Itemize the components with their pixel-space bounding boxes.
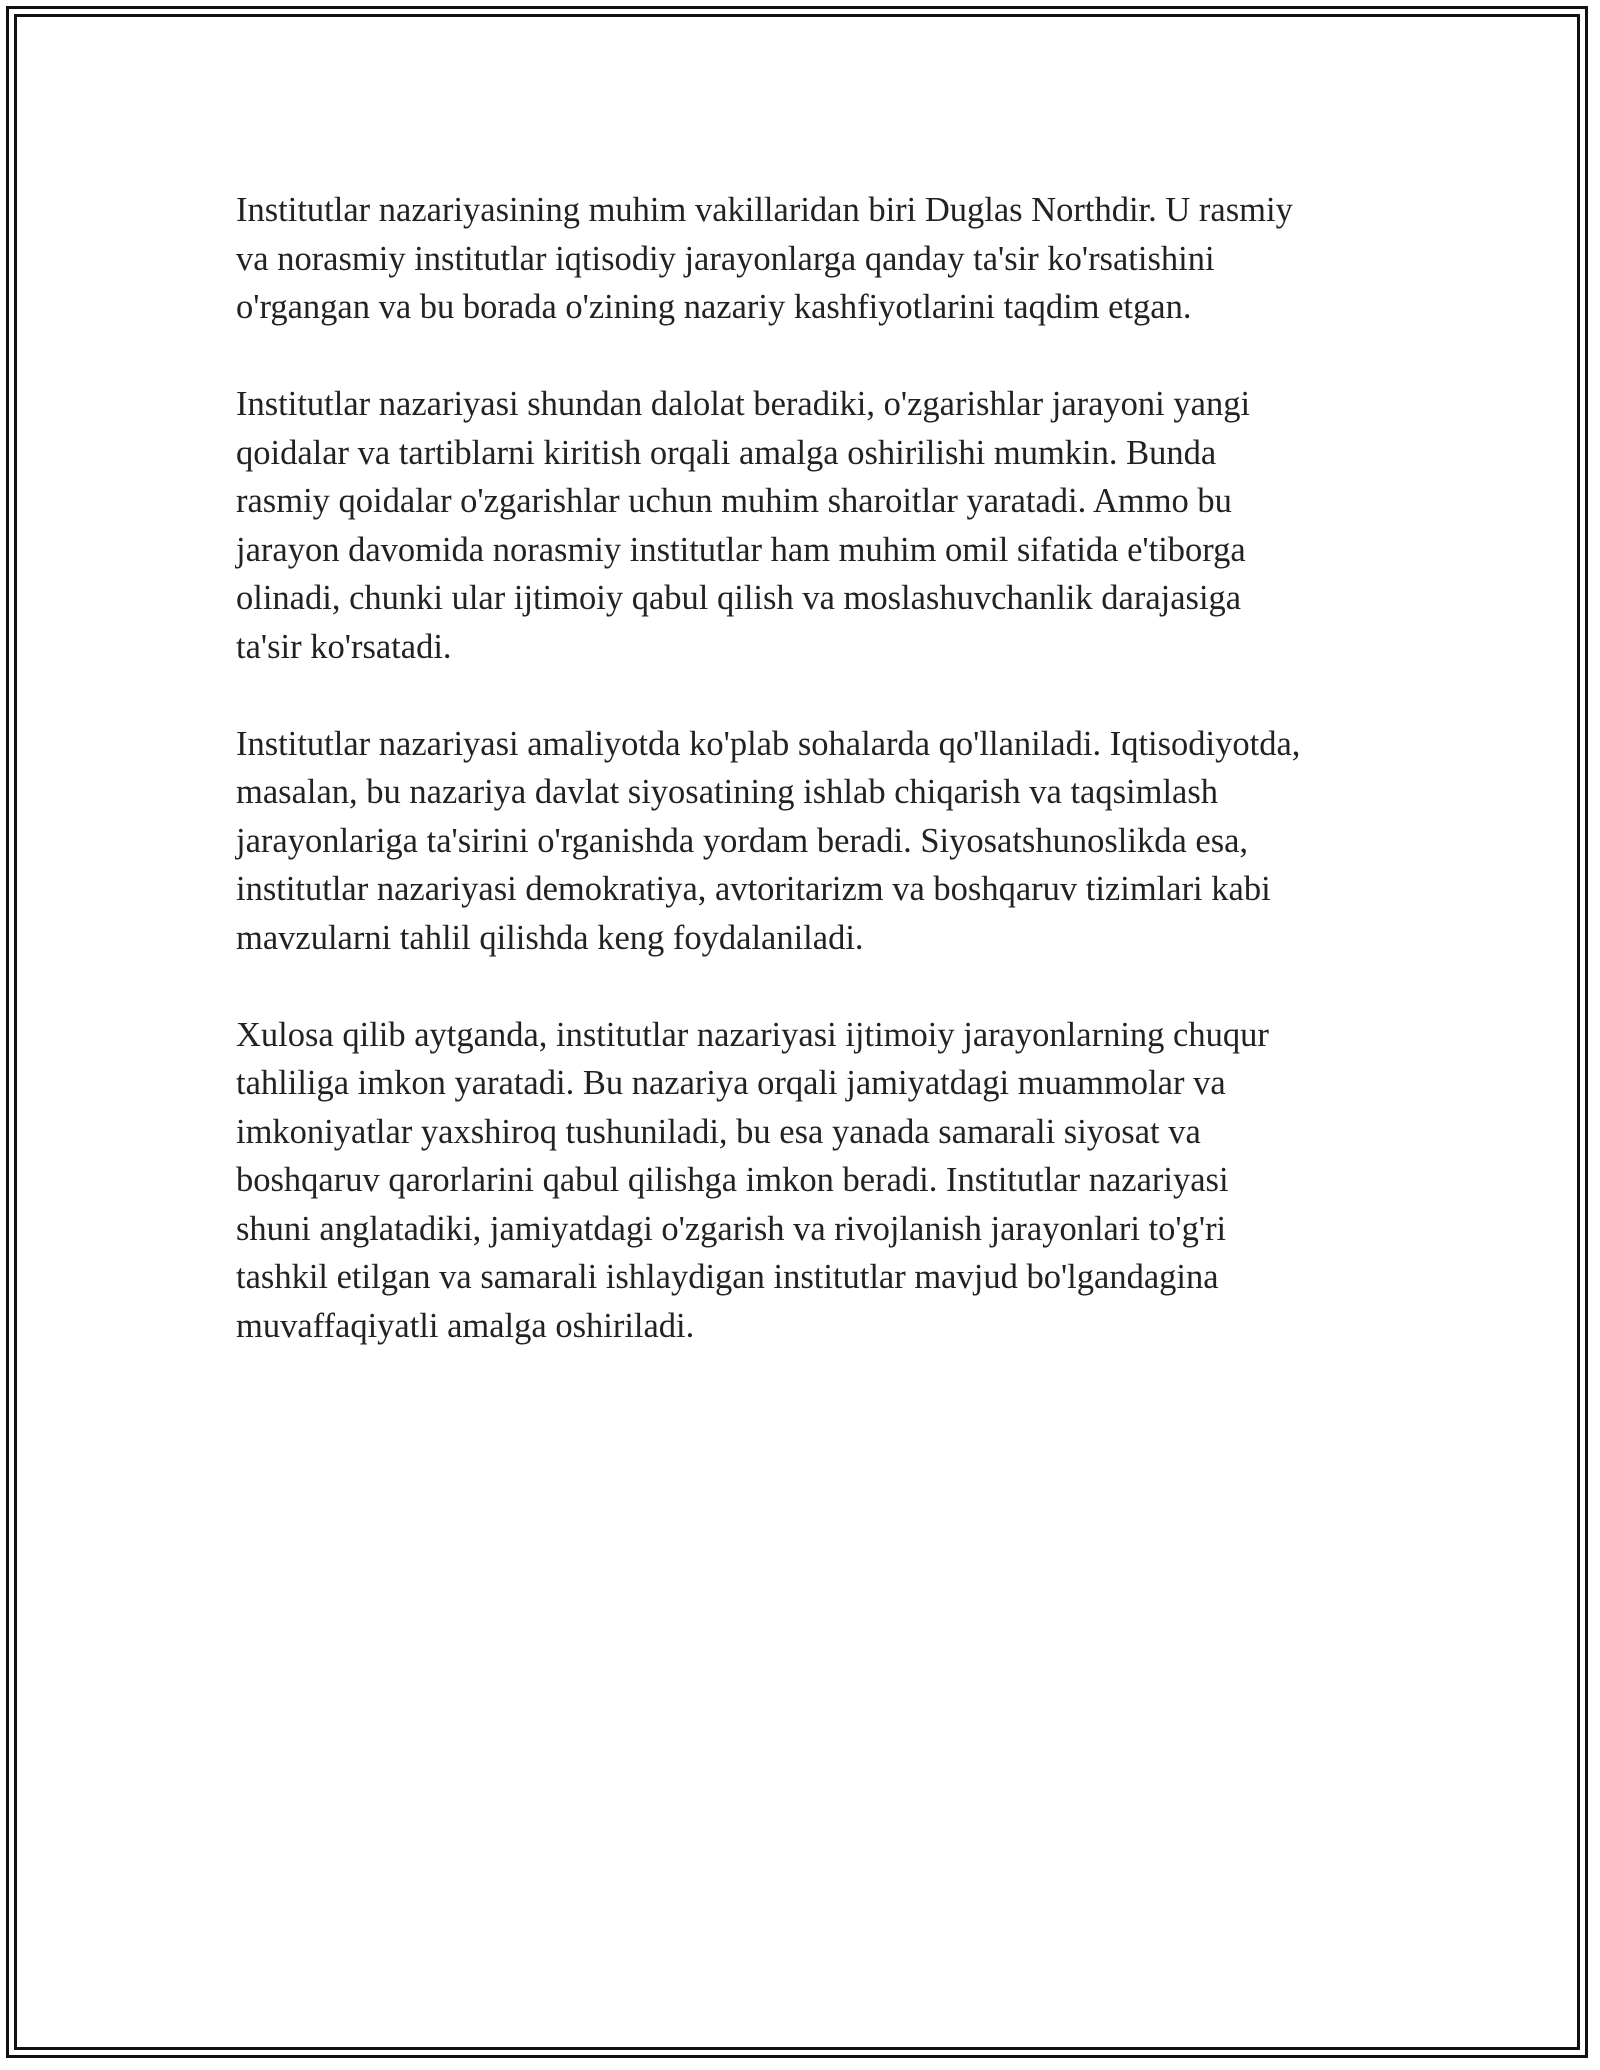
paragraph-4: Xulosa qilib aytganda, institutlar nazariyasi ijtimoiy jarayonlarning chuqur tahliliga imkon yaratadi. Bu nazariya orqali jamiyatdagi muammolar va imkoniyatlar yaxshiroq tushuniladi, bu esa yanada samarali siyosat va boshqaruv qarorlarini qabul qilishga imkon beradi. Institutlar nazariyasi shuni anglatadiki, jamiyatdagi o'zgarish va rivojlanish jarayonlari to'g'ri tashkil etilgan va samarali ishlaydigan institutlar mavjud bo'lgandagina muvaffaqiyatli amalga oshiriladi. [236,1015,1269,1345]
paragraph-3: Institutlar nazariyasi amaliyotda ko'plab sohalarda qo'llaniladi. Iqtisodiyotda, masalan, bu nazariya davlat siyosatining ishlab chiqarish va taqsimlash jarayonlariga ta'sirini o'rganishda yordam beradi. Siyosatshunoslikda esa, institutlar nazariyasi demokratiya, avtoritarizm va boshqaruv tizimlari kabi mavzularni tahlil qilishda keng foydalaniladi. [236,724,1301,957]
paragraph-1: Institutlar nazariyasining muhim vakillaridan biri Duglas Northdir. U rasmiy va norasmiy institutlar iqtisodiy jarayonlarga qanday ta'sir ko'rsatishini o'rgangan va bu borada o'zining nazariy kashfiyotlarini taqdim etgan. [236,191,1293,326]
document-body [236,186,1386,1399]
paragraph-2: Institutlar nazariyasi shundan dalolat beradiki, o'zgarishlar jarayoni yangi qoidalar va tartiblarni kiritish orqali amalga oshirilishi mumkin. Bunda rasmiy qoidalar o'zgarishlar uchun muhim sharoitlar yaratadi. Ammo bu jarayon davomida norasmiy institutlar ham muhim omil sifatida e'tiborga olinadi, chunki ular ijtimoiy qabul qilish va moslashuvchanlik darajasiga ta'sir ko'rsatadi. [236,385,1251,666]
